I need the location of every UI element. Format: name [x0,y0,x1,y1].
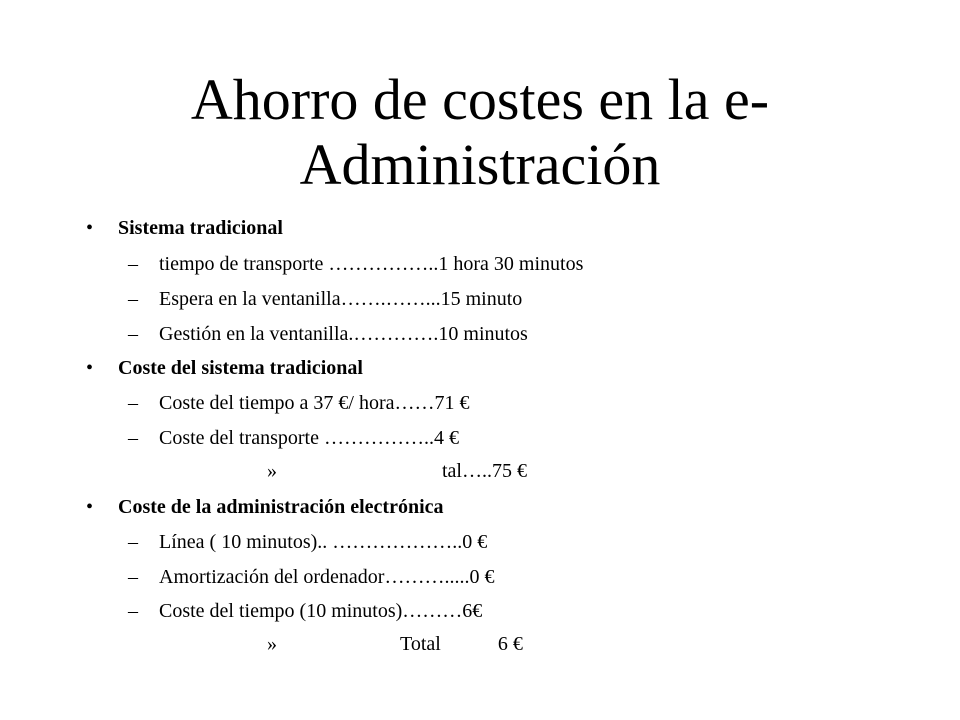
list-item-text: tiempo de transporte ……………..1 hora 30 minutos [159,253,584,275]
dash-icon: – [128,600,138,622]
bullet-icon: • [86,357,94,379]
bullet-icon: • [86,496,94,518]
list-item-text: Gestión en la ventanilla.………….10 minutos [159,323,528,345]
list-item-transport-cost [128,427,459,450]
list-item-text: Coste del tiempo (10 minutos)………6€ [159,600,483,622]
dash-icon: – [128,427,138,449]
list-item-transport-time [128,253,583,276]
section-heading-label: Coste del sistema tradicional [118,357,363,379]
section-heading-traditional-cost [86,357,363,380]
dash-icon: – [128,566,138,588]
list-item-line-cost [128,531,487,554]
slide-title-line-1: Ahorro de costes en la e- [190,67,770,132]
dash-icon: – [128,531,138,553]
slide-title [150,68,810,198]
list-item-time-cost [128,392,470,415]
section-heading-label: Coste de la administración electrónica [118,496,444,518]
dash-icon: – [128,323,138,345]
total-value: 6 € [497,633,523,655]
section-heading-electronic-administration [86,496,444,519]
bullet-icon: • [86,217,94,239]
list-item-electronic-time-cost [128,600,482,623]
third-level-marker-icon: » [267,460,277,482]
list-item-computer-amortization [128,566,494,589]
dash-icon: – [128,288,138,310]
list-item-window-management [128,323,528,346]
dash-icon: – [128,392,138,414]
list-item-text: Espera en la ventanilla…….……...15 minuto [159,288,523,310]
total-line [267,633,523,656]
list-item-window-wait [128,288,522,311]
total-label: Total [400,633,441,655]
list-item-text: Coste del transporte ……………..4 € [159,427,459,449]
section-heading-label: Sistema tradicional [118,217,283,239]
third-level-marker-icon: » [267,633,277,655]
subtotal-line [267,460,527,483]
dash-icon: – [128,253,138,275]
section-heading-traditional-system [86,217,283,240]
subtotal-text: tal…..75 € [442,460,527,482]
slide-title-line-2: Administración [299,131,661,197]
list-item-text: Coste del tiempo a 37 €/ hora……71 € [159,392,470,414]
list-item-text: Amortización del ordenador……….....0 € [159,566,495,588]
list-item-text: Línea ( 10 minutos).. ………………..0 € [159,531,488,553]
